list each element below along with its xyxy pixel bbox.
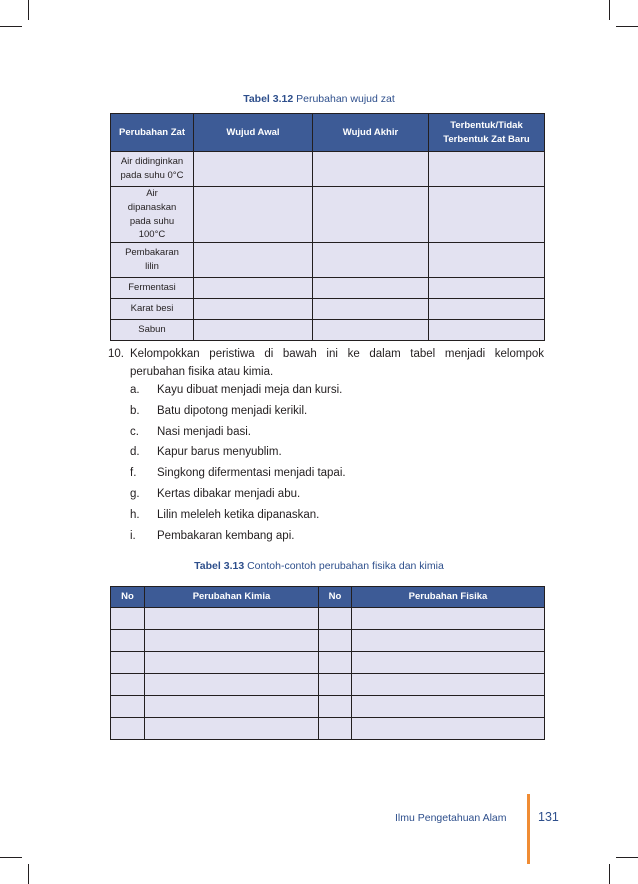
table-3-12: [110, 113, 545, 341]
option-text: Singkong difermentasi menjadi tapai.: [157, 467, 346, 480]
table-cell: [111, 608, 145, 630]
table-cell: [352, 674, 545, 696]
table-cell: Pembakaran lilin: [111, 243, 194, 278]
crop-mark: [609, 864, 610, 884]
option-letter: c.: [130, 425, 139, 438]
table-cell: [319, 652, 352, 674]
table-cell: Air didinginkan pada suhu 0°C: [111, 152, 194, 187]
table-cell: [313, 299, 429, 320]
table-cell: [352, 696, 545, 718]
table-cell: [429, 299, 545, 320]
table-row: [111, 630, 545, 652]
table-3-12-caption: [0, 93, 638, 105]
option-letter: a.: [130, 384, 140, 396]
footer-subject: Ilmu Pengetahuan Alam: [395, 812, 507, 824]
table-3-13-caption-label: Tabel 3.13: [194, 560, 245, 572]
crop-mark: [609, 0, 610, 20]
table-3-12-caption-text: Perubahan wujud zat: [296, 93, 395, 105]
table-row: [111, 243, 545, 278]
table-row: [111, 320, 545, 341]
column-header: Perubahan Kimia: [145, 587, 319, 608]
table-cell: [313, 187, 429, 243]
option-letter: i.: [130, 529, 136, 542]
table-cell: [194, 299, 313, 320]
table-row: [111, 187, 545, 243]
option-letter: b.: [130, 404, 140, 417]
table-header-row: [111, 587, 545, 608]
table-row: [111, 652, 545, 674]
table-cell: Air dipanaskan pada suhu 100°C: [111, 187, 194, 243]
table-cell: [194, 320, 313, 341]
column-header: Perubahan Fisika: [352, 587, 545, 608]
option-text: Kayu dibuat menjadi meja dan kursi.: [157, 384, 343, 396]
table-cell: Karat besi: [111, 299, 194, 320]
table-row: [111, 608, 545, 630]
table-row: [111, 718, 545, 740]
table-cell: [111, 718, 145, 740]
column-header: Perubahan Zat: [111, 114, 194, 152]
table-cell: [429, 187, 545, 243]
table-cell: [194, 243, 313, 278]
table-cell: [145, 696, 319, 718]
table-cell: [194, 152, 313, 187]
question-10: [108, 345, 544, 382]
table-3-13-caption: [0, 560, 638, 572]
table-cell: [319, 608, 352, 630]
crop-mark: [28, 0, 29, 20]
table-cell: [313, 320, 429, 341]
option-letter: f.: [130, 467, 137, 480]
table-cell: [429, 278, 545, 299]
column-header: Wujud Awal: [194, 114, 313, 152]
option-letter: d.: [130, 446, 140, 459]
table-cell: [319, 718, 352, 740]
option-text: Kertas dibakar menjadi abu.: [157, 487, 301, 500]
table-cell: [352, 630, 545, 652]
table-cell: Fermentasi: [111, 278, 194, 299]
footer-accent-bar: [527, 794, 530, 864]
table-cell: [319, 674, 352, 696]
table-row: [111, 696, 545, 718]
table-cell: [319, 696, 352, 718]
table-cell: [145, 630, 319, 652]
table-cell: [111, 630, 145, 652]
crop-mark: [28, 864, 29, 884]
table-3-12-caption-label: Tabel 3.12: [243, 93, 294, 105]
page-number: 131: [538, 810, 559, 824]
column-header: Wujud Akhir: [313, 114, 429, 152]
crop-mark: [616, 26, 638, 27]
table-cell: [352, 718, 545, 740]
table-3-13: [110, 586, 545, 740]
table-row: [111, 299, 545, 320]
option-text: Kapur barus menyublim.: [157, 446, 282, 459]
table-cell: [313, 243, 429, 278]
table-row: [111, 278, 545, 299]
question-text: Kelompokkan peristiwa di bawah ini ke dalam tabel menjadi kelompok perubahan fisika atau kimia.: [130, 348, 544, 379]
table-cell: Sabun: [111, 320, 194, 341]
option-letter: g.: [130, 487, 140, 500]
table-cell: [429, 320, 545, 341]
option-text: Nasi menjadi basi.: [157, 425, 251, 438]
crop-mark: [0, 26, 22, 27]
option-letter: h.: [130, 508, 140, 521]
table-row: [111, 152, 545, 187]
table-cell: [319, 630, 352, 652]
crop-mark: [0, 857, 22, 858]
question-number: 10.: [108, 348, 124, 360]
option-text: Lilin meleleh ketika dipanaskan.: [157, 508, 320, 521]
table-cell: [429, 243, 545, 278]
column-header: Terbentuk/Tidak Terbentuk Zat Baru: [429, 114, 545, 152]
table-cell: [194, 278, 313, 299]
column-header: No: [319, 587, 352, 608]
table-cell: [313, 278, 429, 299]
table-cell: [111, 674, 145, 696]
crop-mark: [616, 857, 638, 858]
table-cell: [111, 696, 145, 718]
table-cell: [145, 652, 319, 674]
table-cell: [352, 608, 545, 630]
table-3-13-caption-text: Contoh-contoh perubahan fisika dan kimia: [247, 560, 444, 572]
table-cell: [313, 152, 429, 187]
table-cell: [352, 652, 545, 674]
option-text: Batu dipotong menjadi kerikil.: [157, 404, 308, 417]
table-cell: [111, 652, 145, 674]
table-row: [111, 674, 545, 696]
table-cell: [194, 187, 313, 243]
column-header: No: [111, 587, 145, 608]
option-text: Pembakaran kembang api.: [157, 529, 295, 542]
table-cell: [145, 718, 319, 740]
table-header-row: [111, 114, 545, 152]
table-cell: [145, 608, 319, 630]
table-cell: [429, 152, 545, 187]
table-cell: [145, 674, 319, 696]
